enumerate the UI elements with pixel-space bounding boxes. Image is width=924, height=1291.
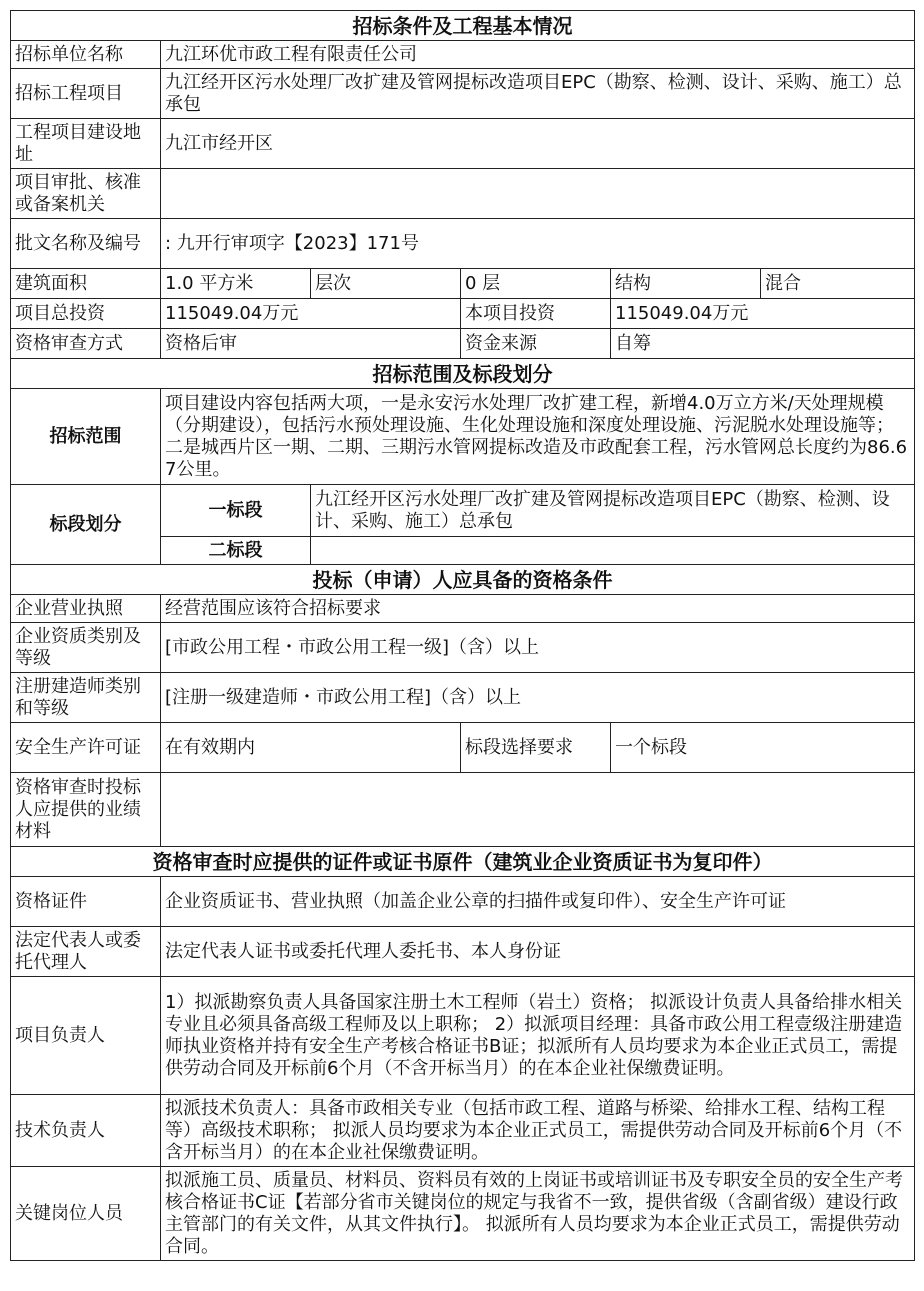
review-method-label: 资格审查方式 (11, 329, 161, 359)
cert-value: 企业资质证书、营业执照（加盖企业公章的扫描件或复印件）、安全生产许可证 (161, 877, 915, 927)
safety-license-value: 在有效期内 (161, 723, 461, 773)
approval-org-label: 项目审批、核准或备案机关 (11, 169, 161, 219)
project-manager-value: 1）拟派勘察负责人具备国家注册土木工程师（岩土）资格； 拟派设计负责人具备给排水相关专业且必须具备高级工程师及以上职称； 2）拟派项目经理：具备市政公用工程壹级注册建造师执业资格并持有安全生产考核合格证书B证；拟派所有人员均要求为本企业正式员工，需提供劳动合同及开标前6个月（不含开标当月）的在本企业社保缴费证明。 (161, 977, 915, 1095)
approval-doc-label: 批文名称及编号 (11, 219, 161, 269)
review-method-value: 资格后审 (161, 329, 461, 359)
lot2-value (311, 537, 915, 565)
cert-label: 资格证件 (11, 877, 161, 927)
this-investment-label: 本项目投资 (461, 299, 611, 329)
tech-lead-label: 技术负责人 (11, 1095, 161, 1167)
qualification-grade-label: 企业资质类别及等级 (11, 623, 161, 673)
representative-value: 法定代表人证书或委托代理人委托书、本人身份证 (161, 927, 915, 977)
unit-label: 招标单位名称 (11, 41, 161, 69)
project-label: 招标工程项目 (11, 69, 161, 119)
builder-label: 注册建造师类别和等级 (11, 673, 161, 723)
structure-value: 混合 (761, 269, 915, 299)
scope-value: 项目建设内容包括两大项，一是永安污水处理厂改扩建工程，新增4.0万立方米/天处理规模（分期建设），包括污水预处理设施、生化处理设施和深度处理设施、污泥脱水处理设施等；二是城西片区一期、二期、三期污水管网提标改造及市政配套工程，污水管网总长度约为86.67公里。 (161, 389, 915, 485)
section-title-qualification: 投标（申请）人应具备的资格条件 (11, 565, 915, 595)
area-value: 1.0 平方米 (161, 269, 311, 299)
area-label: 建筑面积 (11, 269, 161, 299)
scope-label: 招标范围 (11, 389, 161, 485)
address-value: 九江市经开区 (161, 119, 915, 169)
approval-doc-value: : 九开行审项字【2023】171号 (161, 219, 915, 269)
key-staff-label: 关键岗位人员 (11, 1167, 161, 1261)
license-label: 企业营业执照 (11, 595, 161, 623)
section-title-scope: 招标范围及标段划分 (11, 359, 915, 389)
lot1-label: 一标段 (161, 485, 311, 537)
lot-requirement-value: 一个标段 (611, 723, 915, 773)
performance-value (161, 773, 915, 847)
safety-license-label: 安全生产许可证 (11, 723, 161, 773)
floors-value: 0 层 (461, 269, 611, 299)
lots-label: 标段划分 (11, 485, 161, 565)
section-title-basic: 招标条件及工程基本情况 (11, 11, 915, 41)
lot1-value: 九江经开区污水处理厂改扩建及管网提标改造项目EPC（勘察、检测、设计、采购、施工）总承包 (311, 485, 915, 537)
project-manager-label: 项目负责人 (11, 977, 161, 1095)
tender-table (10, 10, 915, 1261)
lot-requirement-label: 标段选择要求 (461, 723, 611, 773)
address-label: 工程项目建设地址 (11, 119, 161, 169)
total-investment-value: 115049.04万元 (161, 299, 461, 329)
project-value: 九江经开区污水处理厂改扩建及管网提标改造项目EPC（勘察、检测、设计、采购、施工）总承包 (161, 69, 915, 119)
qualification-grade-value: [市政公用工程・市政公用工程一级]（含）以上 (161, 623, 915, 673)
key-staff-value: 拟派施工员、质量员、材料员、资料员有效的上岗证书或培训证书及专职安全员的安全生产考核合格证书C证【若部分省市关键岗位的规定与我省不一致，提供省级（含副省级）建设行政主管部门的有关文件，从其文件执行】。 拟派所有人员均要求为本企业正式员工，需提供劳动合同。 (161, 1167, 915, 1261)
total-investment-label: 项目总投资 (11, 299, 161, 329)
this-investment-value: 115049.04万元 (611, 299, 915, 329)
approval-org-value (161, 169, 915, 219)
unit-value: 九江环优市政工程有限责任公司 (161, 41, 915, 69)
performance-label: 资格审查时投标人应提供的业绩材料 (11, 773, 161, 847)
license-value: 经营范围应该符合招标要求 (161, 595, 915, 623)
fund-source-label: 资金来源 (461, 329, 611, 359)
structure-label: 结构 (611, 269, 761, 299)
fund-source-value: 自筹 (611, 329, 915, 359)
builder-value: [注册一级建造师・市政公用工程]（含）以上 (161, 673, 915, 723)
lot2-label: 二标段 (161, 537, 311, 565)
floors-label: 层次 (311, 269, 461, 299)
tender-document (10, 10, 914, 1261)
tech-lead-value: 拟派技术负责人：具备市政相关专业（包括市政工程、道路与桥梁、给排水工程、结构工程等）高级技术职称； 拟派人员均要求为本企业正式员工，需提供劳动合同及开标前6个月（不含开标当月）的在本企业社保缴费证明。 (161, 1095, 915, 1167)
section-title-certificates: 资格审查时应提供的证件或证书原件（建筑业企业资质证书为复印件） (11, 847, 915, 877)
representative-label: 法定代表人或委托代理人 (11, 927, 161, 977)
